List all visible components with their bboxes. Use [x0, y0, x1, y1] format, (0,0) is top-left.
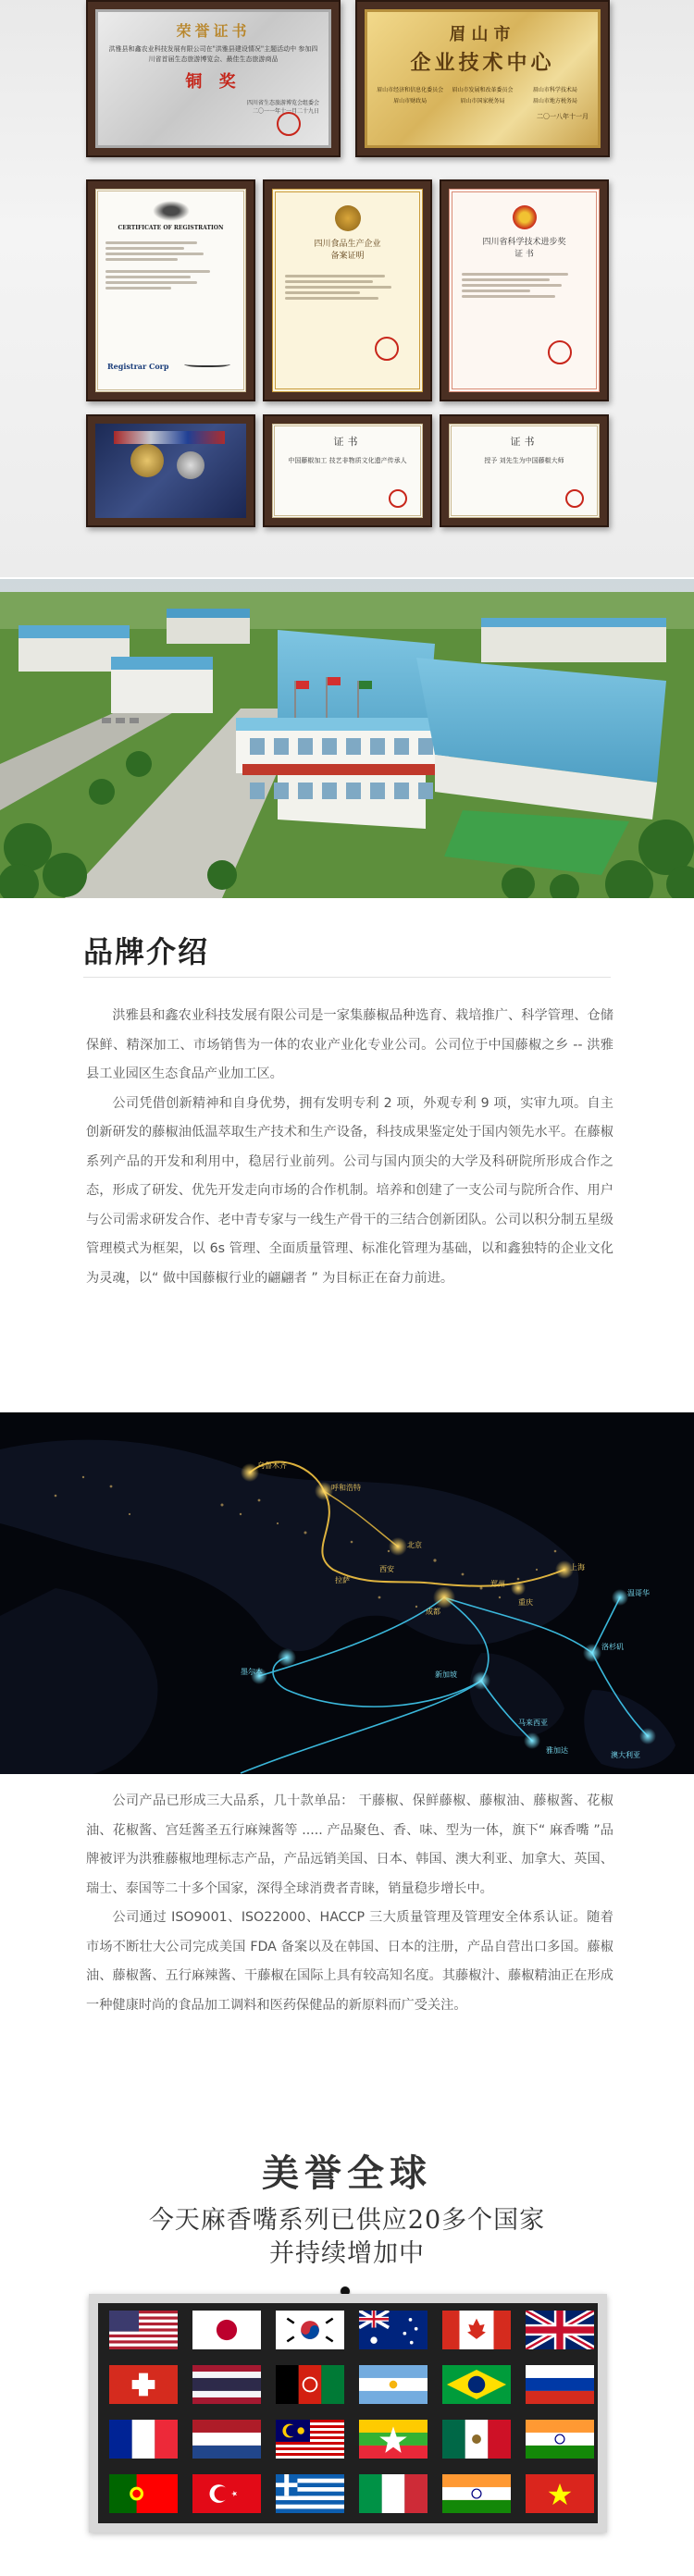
city-label: 成都 [426, 1608, 440, 1616]
malaysia-flag-icon [276, 2420, 344, 2459]
vietnam-flag-icon [526, 2474, 594, 2513]
india-flag-icon [526, 2420, 594, 2459]
certificate-enterprise-center [355, 0, 610, 157]
greece-flag-icon [276, 2474, 344, 2513]
city-label: 拉萨 [335, 1576, 350, 1584]
brazil-flag-icon [442, 2365, 511, 2404]
certificate-footer: Registrar Corp [107, 362, 169, 371]
certificate-honor-2 [440, 414, 609, 527]
issuer-name: 眉山市国家税务局 [460, 98, 505, 105]
national-emblem-icon [513, 205, 537, 229]
certificate-lines [285, 272, 410, 302]
factory-illustration [0, 579, 694, 898]
portugal-flag-icon [109, 2474, 178, 2513]
export-routes-map [0, 1412, 694, 1774]
certificate-title: CERTIFICATE OF REGISTRATION [118, 225, 224, 231]
certificate-lines [105, 239, 236, 292]
seal-icon [375, 337, 399, 361]
argentina-flag-icon [359, 2365, 428, 2404]
certificate-award: 铜 奖 [185, 72, 242, 92]
japan-flag-icon [192, 2311, 261, 2349]
certificate-issuer: 四川省生态旅游博览会组委会 [246, 100, 319, 106]
global-title: 美誉全球 [262, 2151, 432, 2195]
certificate-title: 荣誉证书 [176, 22, 251, 40]
certificate-title: 证书 [333, 436, 362, 448]
turkey-flag-icon [192, 2474, 261, 2513]
afghanistan-flag-icon [276, 2365, 344, 2404]
mexico-flag-icon [442, 2420, 511, 2459]
certificate-body: 洪雅县和鑫农业科技发展有限公司在"洪雅县建设情况"主题活动中 参加四川省首届生态旅游博览会、最佳生态旅游商品 [108, 45, 318, 63]
map-labels [0, 1412, 694, 1774]
flags-board [89, 2294, 607, 2533]
south-korea-flag-icon [276, 2311, 344, 2349]
certificates-section [0, 0, 694, 577]
issuer-name: 眉山市科学技术局 [532, 87, 577, 93]
city-label: 澳大利亚 [611, 1751, 640, 1759]
seal-icon [548, 340, 572, 364]
city-label: 西安 [379, 1565, 394, 1573]
canada-flag-icon [442, 2311, 511, 2349]
switzerland-flag-icon [109, 2365, 178, 2404]
issuer-name: 眉山市地方税务局 [532, 98, 577, 105]
brand-paragraph: 公司凭借创新精神和自身优势，拥有发明专利 2 项，外观专利 9 项，实审九项。自主创新研发的藤椒油低温萃取生产技术和生产设备，科技成果鉴定处于国内领先水平。在藤椒系列产品的开发和利用中，稳居行业前列。公司与国内顶尖的大学及科研院所形成合作之态，形成了研发、优先开发走向市场的合作机制。培养和创建了一支公司与院所合作、用户与公司需求研发合作、老中青专家与一线生产骨干的三结合创新团队。公司以积分制五星级管理模式为框架，以 6s 管理、全面质量管理、标准化管理为基础，以和鑫独特的企业文化为灵魂，以“ 做中国藤椒行业的翩翩者 ” 为目标正在奋力前进。 [86, 1095, 613, 1286]
issuer-list [377, 85, 589, 105]
issuer-name: 眉山市经济和信息化委员会 [377, 87, 444, 93]
russia-flag-icon [526, 2365, 594, 2404]
city-label: 新加坡 [435, 1670, 457, 1679]
certificate-subtitle: 备案证明 [330, 252, 365, 261]
india-flag-2-icon [442, 2474, 511, 2513]
uk-flag-icon [526, 2311, 594, 2349]
certificate-registration [86, 179, 255, 401]
brand-intro-text [86, 1002, 613, 1293]
certificate-subtitle: 证 书 [514, 250, 534, 259]
city-label: 北京 [407, 1541, 422, 1549]
france-flag-icon [109, 2420, 178, 2459]
city-label: 呼和浩特 [331, 1484, 361, 1492]
medal-icon [177, 451, 204, 479]
products-paragraph: 公司通过 ISO9001、ISO22000、HACCP 三大质量管理及管理安全体系认证。随着市场不断壮大公司完成美国 FDA 备案以及在韩国、日本的注册，产品自营出口多国。藤椒油、藤椒酱、五行麻辣酱、干藤椒在国际上具有较高知名度。其藤椒汁、藤椒精油正在形成一种健康时尚的食品加工调料和医药保健品的新原料而广受关注。 [86, 1910, 613, 2013]
certificate-honor-1 [263, 414, 432, 527]
certificate-body: 中国藤椒加工 技艺非物质文化遗产传承人 [288, 457, 407, 464]
products-paragraph: 公司产品已形成三大品系，几十款单品： 干藤椒、保鲜藤椒、藤椒油、藤椒酱、花椒油、花椒酱、宫廷酱圣五行麻辣酱等 ..... 产品聚色、香、味、型为一体，旗下“ 麻香嘴 ”品牌被评为洪雅藤椒地理标志产品，产品远销美国、日本、韩国、澳大利亚、加拿大、英国、瑞士、泰国等二十多个国家，深得全球消费者青睐，销量稳步增长中。 [86, 1793, 613, 1896]
brand-paragraph: 洪雅县和鑫农业科技发展有限公司是一家集藤椒品种选育、栽培推广、科学管理、仓储保鲜、精深加工、市场销售为一体的农业产业化专业公司。公司位于中国藤椒之乡 -- 洪雅县工业园区生态食品产业加工区。 [86, 1008, 613, 1081]
title-divider [83, 977, 611, 978]
issuer-name: 眉山市财政局 [393, 98, 428, 105]
city-label: 郑州 [490, 1580, 505, 1588]
global-subtitle-line2: 并持续增加中 [269, 2239, 425, 2268]
city-label: 雅加达 [546, 1746, 568, 1755]
certificate-date: 二〇一一年十一月二十九日 [252, 108, 319, 115]
netherlands-flag-icon [192, 2420, 261, 2459]
signature-icon [184, 360, 230, 367]
issuer-name: 眉山市发展和改革委员会 [452, 87, 514, 93]
products-text [86, 1787, 613, 2020]
italy-flag-icon [359, 2474, 428, 2513]
certificate-body: 授予 刘先生为中国藤椒大师 [484, 457, 564, 464]
city-label: 温哥华 [627, 1589, 650, 1597]
australia-flag-icon [359, 2311, 428, 2349]
city-label: 重庆 [518, 1598, 533, 1607]
factory-aerial-photo [0, 579, 694, 898]
certificate-date: 二〇一八年十一月 [537, 113, 589, 120]
certificate-science-award [440, 179, 609, 401]
certificate-title: 四川食品生产企业 [314, 240, 381, 249]
city-label: 上海 [570, 1563, 585, 1571]
certificate-medal [86, 414, 255, 527]
thailand-flag-icon [192, 2365, 261, 2404]
certificate-food-production [263, 179, 432, 401]
certificate-title: 证书 [510, 436, 539, 448]
seal-icon [389, 489, 407, 508]
city-label: 乌鲁木齐 [257, 1461, 287, 1470]
certificate-lines [462, 270, 587, 301]
usa-flag-icon [109, 2311, 178, 2349]
city-label: 马来西亚 [518, 1719, 548, 1727]
certificate-title: 眉山市 [449, 25, 516, 44]
ribbon-icon [114, 431, 225, 444]
certificate-title: 四川省科学技术进步奖 [482, 238, 566, 247]
seal-icon [565, 489, 584, 508]
flags-grid [98, 2303, 598, 2523]
brand-section-title: 品牌介绍 [83, 934, 210, 969]
myanmar-flag-icon [359, 2420, 428, 2459]
seal-icon [277, 112, 301, 136]
city-label: 墨尔本 [241, 1668, 263, 1676]
global-subtitle-line1: 今天麻香嘴系列已供应20多个国家 [148, 2206, 546, 2235]
city-label: 洛杉矶 [601, 1643, 624, 1651]
certificate-bronze-award [86, 0, 341, 157]
medal-icon [130, 444, 164, 477]
eagle-emblem-icon [153, 201, 190, 221]
emblem-icon [335, 205, 361, 231]
certificate-subtitle: 企业技术中心 [410, 51, 555, 75]
